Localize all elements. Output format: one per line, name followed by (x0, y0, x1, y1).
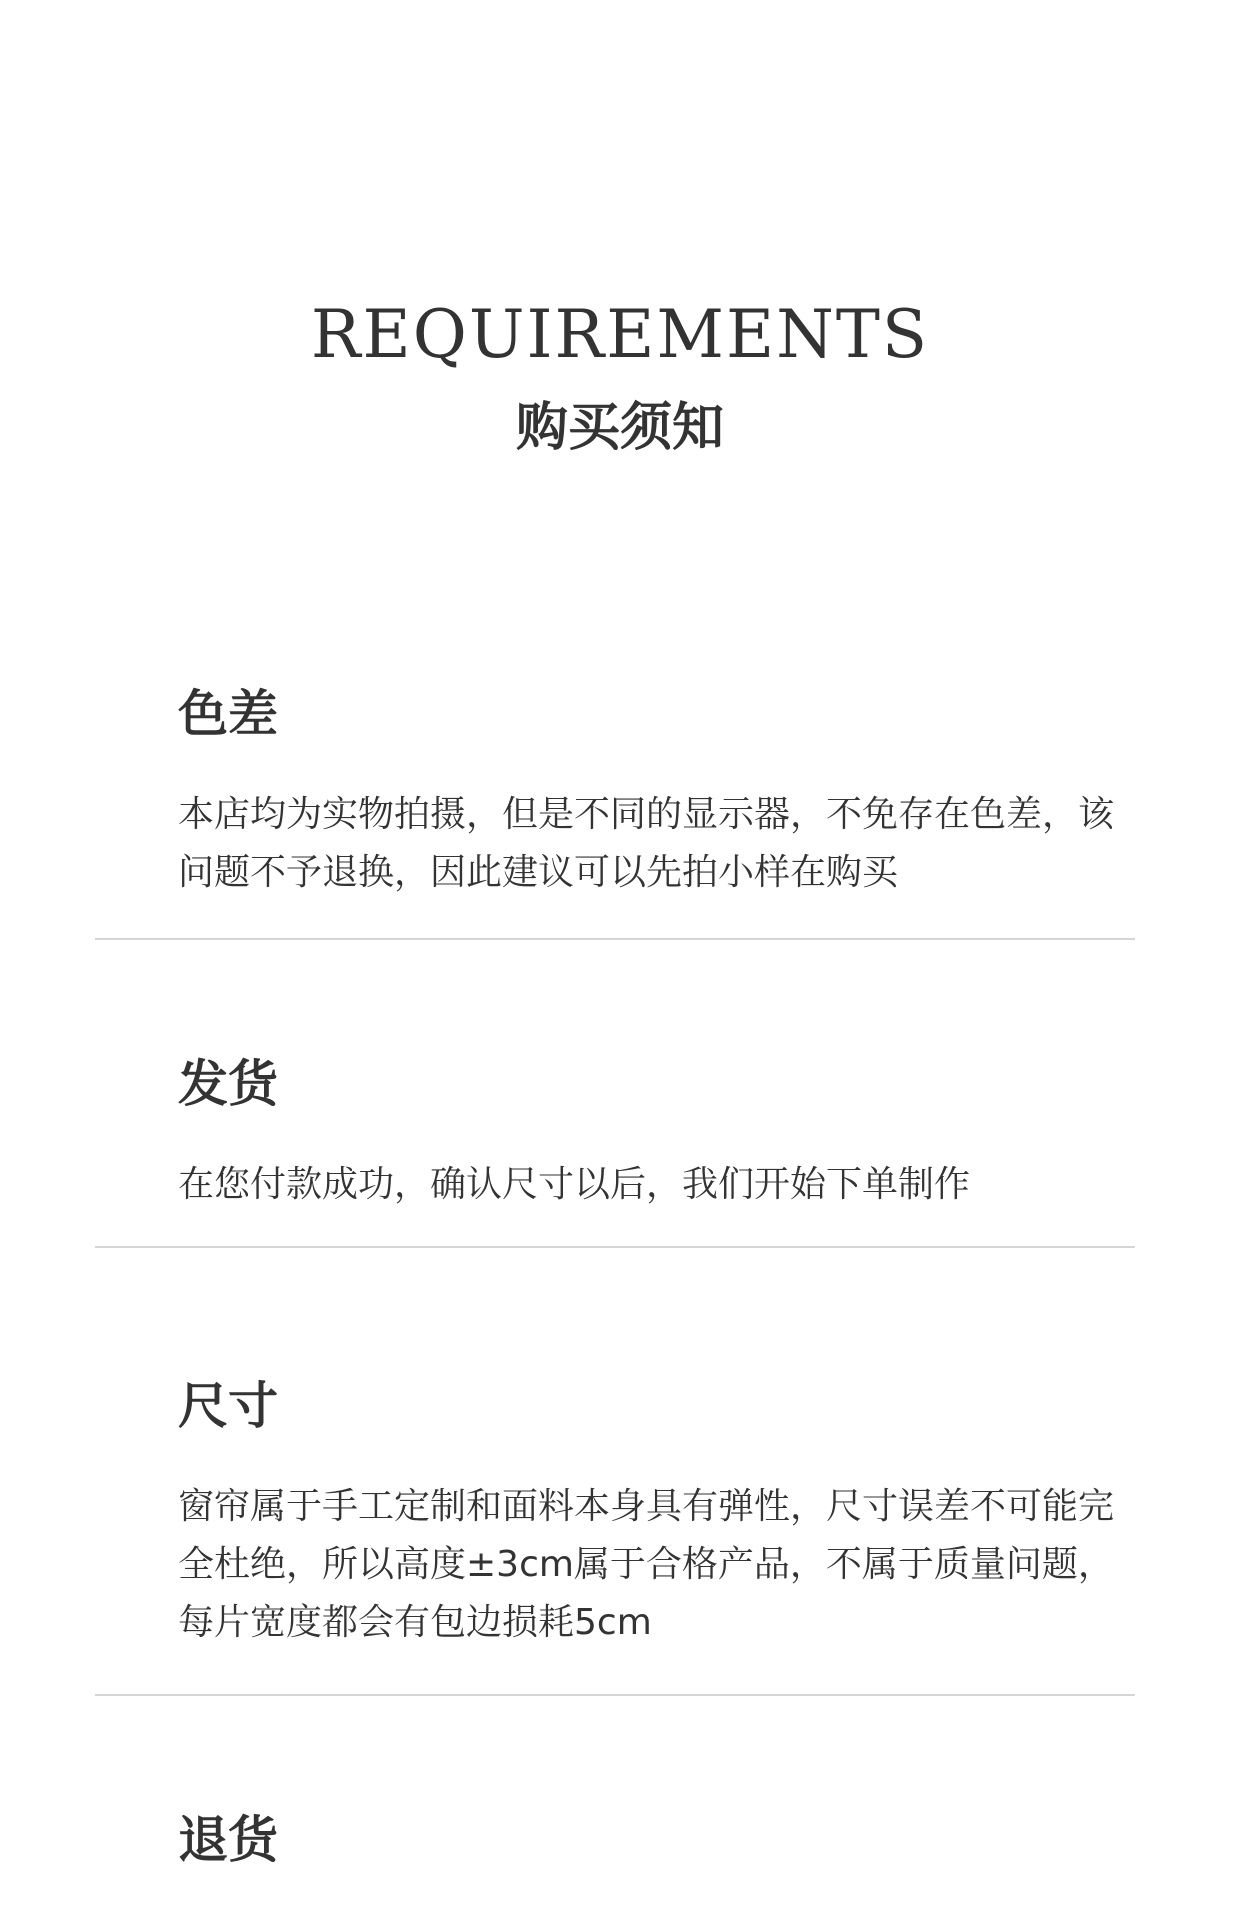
section-title: 色差 (178, 684, 278, 743)
section-title: 发货 (178, 1054, 278, 1113)
page-title-cn: 购买须知 (515, 397, 724, 458)
page-title-en: REQUIREMENTS (310, 296, 930, 373)
section-shipping (178, 1052, 1118, 1214)
divider (95, 1246, 1135, 1248)
section-size (178, 1374, 1118, 1652)
section-color-difference (178, 682, 1118, 902)
section-title: 退货 (178, 1810, 278, 1869)
divider (95, 1694, 1135, 1696)
section-body: 本店均为实物拍摄，但是不同的显示器，不免存在色差，该问题不予退换，因此建议可以先拍小样在购买 (178, 794, 1115, 893)
divider (95, 938, 1135, 940)
section-body: 窗帘属于手工定制和面料本身具有弹性，尺寸误差不可能完全杜绝，所以高度±3cm属于合格产品，不属于质量问题，每片宽度都会有包边损耗5cm (178, 1486, 1115, 1643)
page-header (0, 295, 1240, 463)
section-title: 尺寸 (178, 1376, 278, 1435)
section-body: 在您付款成功，确认尺寸以后，我们开始下单制作 (178, 1164, 971, 1205)
section-returns (178, 1808, 1118, 1872)
